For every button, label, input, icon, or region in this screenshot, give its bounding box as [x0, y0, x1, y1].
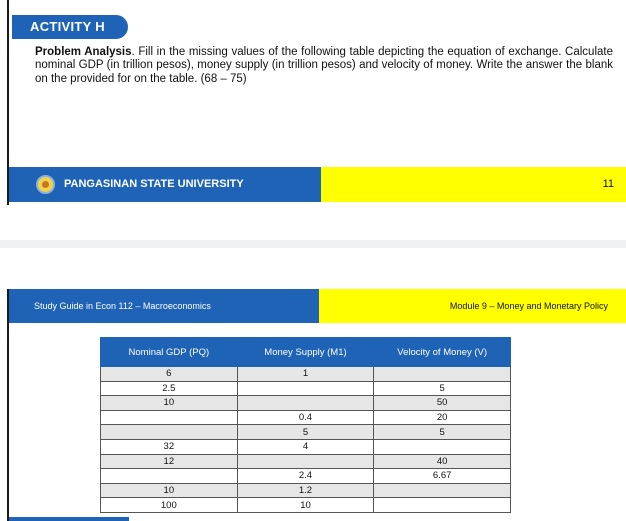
- cell-gdp: [101, 410, 238, 425]
- cell-velocity: [374, 367, 511, 382]
- cell-velocity: 50: [374, 396, 511, 411]
- university-name: PANGASINAN STATE UNIVERSITY: [64, 178, 244, 190]
- cell-gdp: 10: [101, 483, 238, 498]
- table-row: [101, 381, 511, 396]
- column-header-money-supply: Money Supply (M1): [237, 338, 374, 367]
- equation-of-exchange-table: [100, 337, 511, 513]
- cell-velocity: 5: [374, 425, 511, 440]
- page-divider: [0, 240, 626, 248]
- cell-money-supply: [237, 454, 374, 469]
- cell-gdp: 32: [101, 439, 238, 454]
- problem-title: Problem Analysis: [35, 46, 132, 58]
- footer-blue-band: [9, 167, 321, 202]
- table-row: [101, 410, 511, 425]
- cell-velocity: [374, 439, 511, 454]
- left-margin-line-2: [7, 289, 9, 521]
- cell-gdp: 10: [101, 396, 238, 411]
- problem-body: . Fill in the missing values of the following table depicting the equation of exchange. Calculate nominal GDP (in trillion pesos), money supply (in trillion pesos) and velocity of money. Write the answer the blank on the provided for on the table. (68 – 75): [35, 46, 613, 85]
- table-row: [101, 367, 511, 382]
- cell-money-supply: [237, 381, 374, 396]
- cell-velocity: 6.67: [374, 469, 511, 484]
- cell-velocity: [374, 498, 511, 513]
- cell-gdp: [101, 469, 238, 484]
- cell-velocity: 20: [374, 410, 511, 425]
- table-row: [101, 483, 511, 498]
- cell-gdp: 2.5: [101, 381, 238, 396]
- activity-label: ACTIVITY H: [12, 15, 128, 39]
- problem-analysis-text: [35, 46, 613, 86]
- page-number: 11: [602, 178, 614, 190]
- table-row: [101, 469, 511, 484]
- cell-money-supply: 2.4: [237, 469, 374, 484]
- cell-money-supply: 1.2: [237, 483, 374, 498]
- cell-money-supply: 10: [237, 498, 374, 513]
- cell-velocity: 40: [374, 454, 511, 469]
- cell-money-supply: [237, 396, 374, 411]
- table-row: [101, 439, 511, 454]
- column-header-velocity: Velocity of Money (V): [374, 338, 511, 367]
- cell-money-supply: 4: [237, 439, 374, 454]
- column-header-nominal-gdp: Nominal GDP (PQ): [101, 338, 238, 367]
- module-title: Module 9 – Money and Monetary Policy: [449, 301, 608, 311]
- cell-velocity: 5: [374, 381, 511, 396]
- cell-money-supply: 1: [237, 367, 374, 382]
- university-seal-icon: [36, 175, 55, 194]
- page-footer: [9, 167, 626, 202]
- table-row: [101, 396, 511, 411]
- table-row: [101, 498, 511, 513]
- cell-gdp: 100: [101, 498, 238, 513]
- cell-velocity: [374, 483, 511, 498]
- header-yellow-band: [319, 289, 626, 323]
- page-header: [9, 289, 626, 323]
- page-11: [0, 0, 626, 205]
- cell-gdp: [101, 425, 238, 440]
- table-row: [101, 425, 511, 440]
- cell-money-supply: 5: [237, 425, 374, 440]
- table-row: [101, 454, 511, 469]
- study-guide-title: Study Guide in Econ 112 – Macroeconomics: [34, 301, 211, 311]
- bottom-blue-bar: [9, 517, 129, 521]
- header-blue-band: [9, 289, 319, 323]
- cell-gdp: 12: [101, 454, 238, 469]
- cell-money-supply: 0.4: [237, 410, 374, 425]
- footer-yellow-band: [321, 167, 626, 202]
- cell-gdp: 6: [101, 367, 238, 382]
